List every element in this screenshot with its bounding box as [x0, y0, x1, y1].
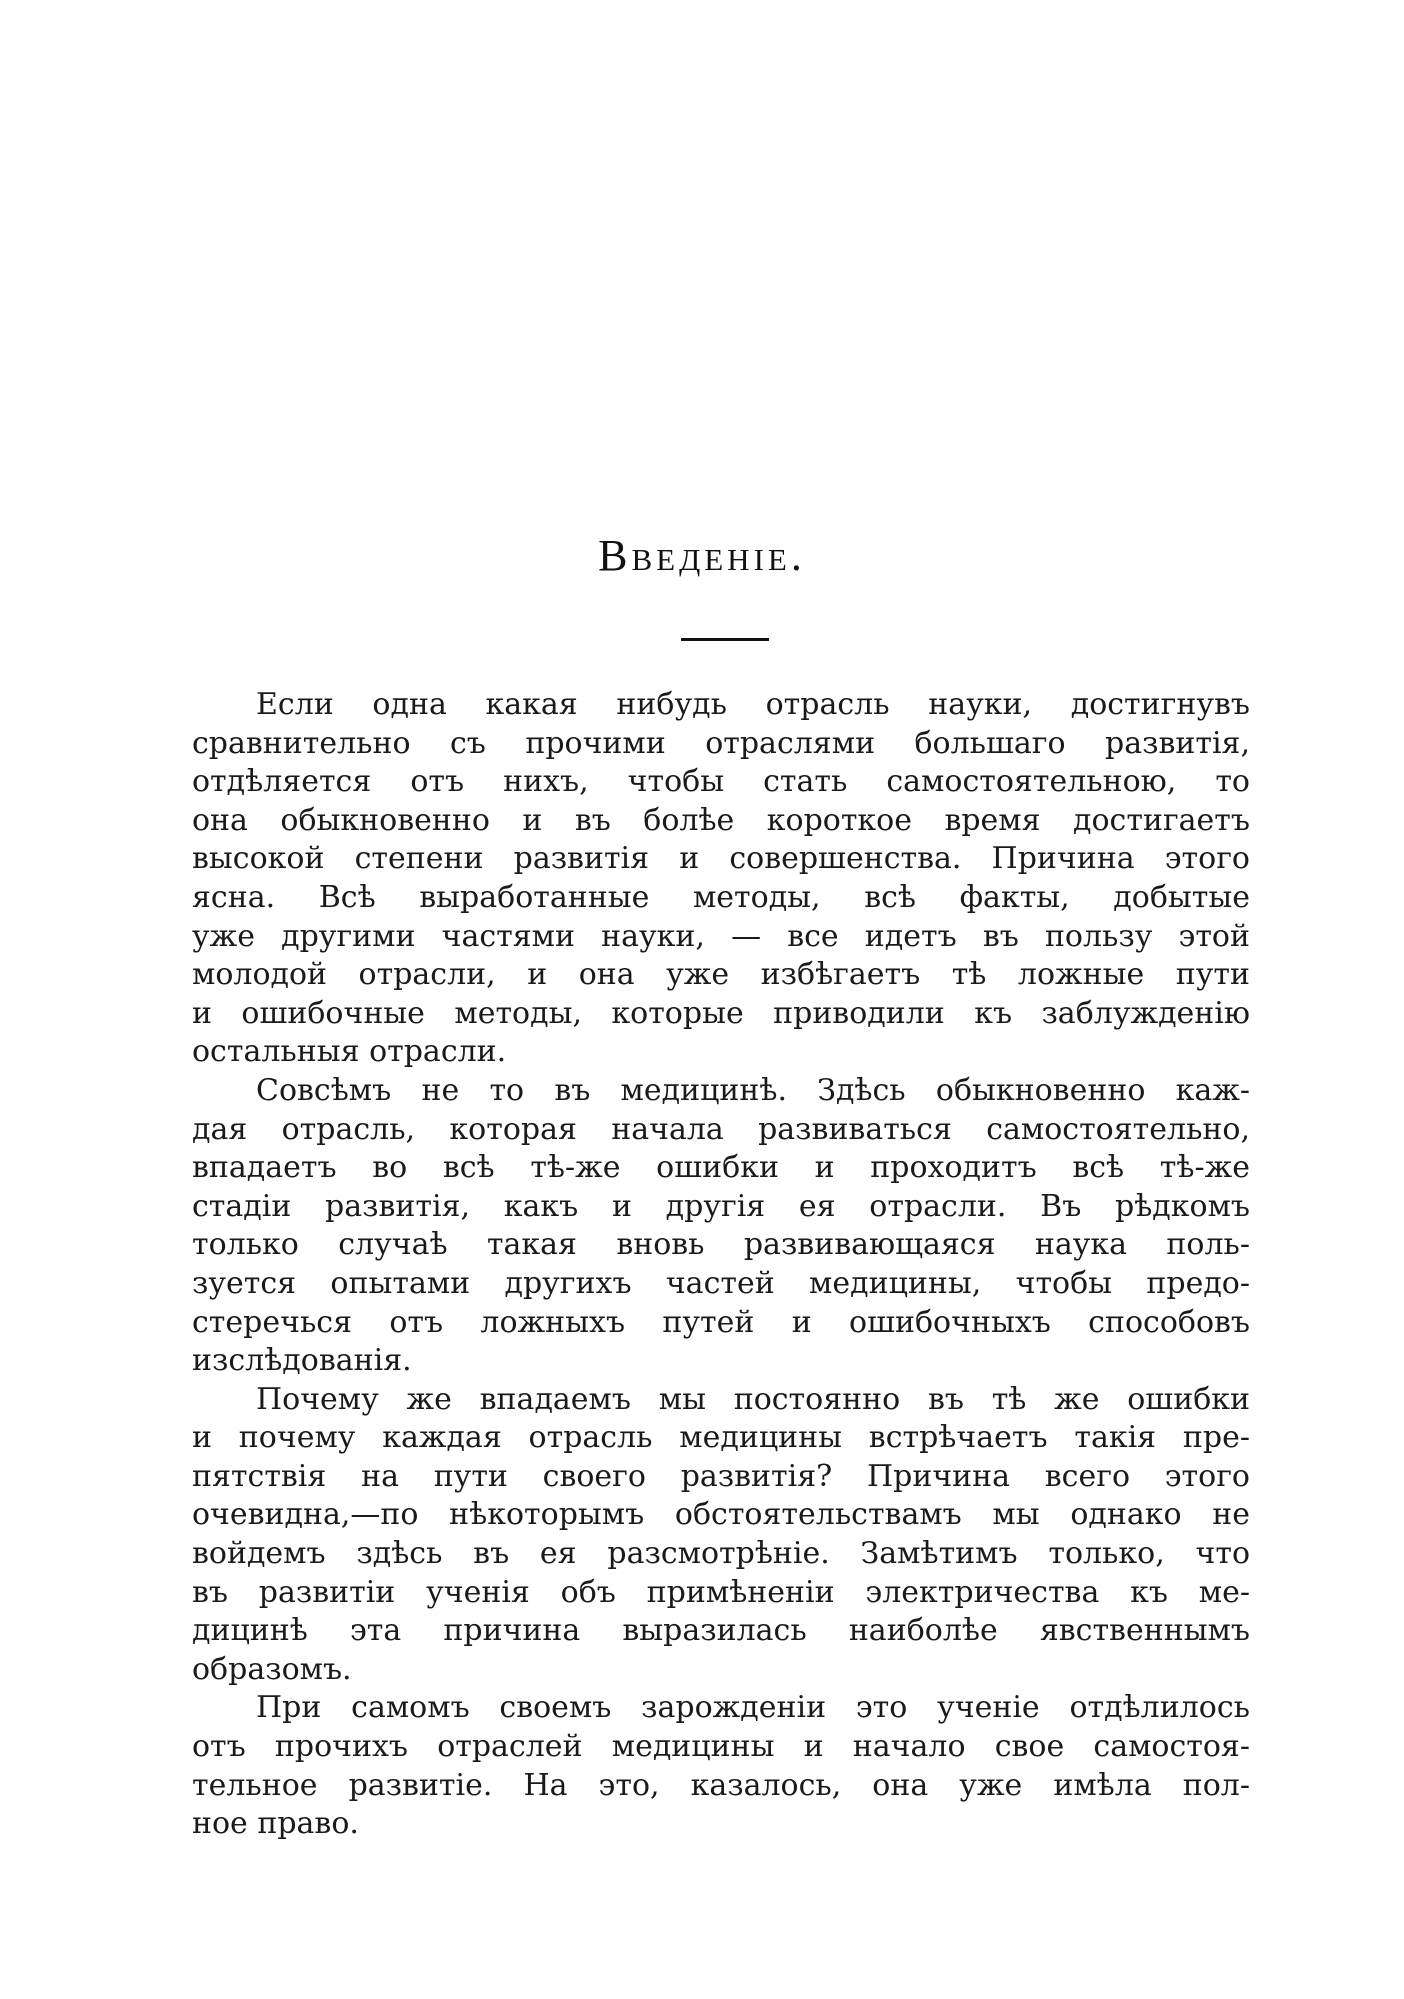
text-line: дая отрасль, которая начала развиваться самостоятельно,	[192, 1111, 1250, 1147]
text-line: стадіи развитія, какъ и другія ея отрасли. Въ рѣдкомъ	[192, 1188, 1250, 1224]
text-line: остальныя отрасли.	[192, 1034, 507, 1070]
text-line: и ошибочные методы, которые приводили къ заблужденію	[192, 995, 1250, 1031]
text-line: сравнительно съ прочими отраслями большаго развитія,	[192, 725, 1250, 761]
text-line: уже другими частями науки, — все идетъ въ пользу этой	[192, 918, 1250, 954]
text-line: въ развитіи ученія объ примѣненіи электричества къ ме-	[192, 1574, 1250, 1610]
text-line: стеречься отъ ложныхъ путей и ошибочныхъ способовъ	[192, 1304, 1250, 1340]
text-line: При самомъ своемъ зарожденіи это ученіе отдѣлилось	[256, 1690, 1250, 1726]
text-line: только случаѣ такая вновь развивающаяся наука поль-	[192, 1227, 1250, 1263]
text-line: образомъ.	[192, 1651, 352, 1687]
text-line: изслѣдованія.	[192, 1343, 412, 1379]
text-line: высокой степени развитія и совершенства. Причина этого	[192, 841, 1250, 877]
text-line: войдемъ здѣсь въ ея разсмотрѣніе. Замѣтимъ только, что	[192, 1536, 1250, 1572]
chapter-title: Введеніе.	[598, 531, 806, 580]
text-line: Если одна какая нибудь отрасль науки, достигнувъ	[256, 687, 1250, 722]
text-line: молодой отрасли, и она уже избѣгаетъ тѣ ложные пути	[192, 957, 1250, 993]
text-line: впадаетъ во всѣ тѣ-же ошибки и проходитъ всѣ тѣ-же	[192, 1150, 1250, 1186]
text-line: ное право.	[192, 1806, 359, 1842]
text-line: она обыкновенно и въ болѣе короткое время достигаетъ	[192, 802, 1250, 838]
body-text	[192, 686, 1250, 1844]
text-line: Совсѣмъ не то въ медицинѣ. Здѣсь обыкновенно каж-	[256, 1072, 1250, 1108]
text-line: отъ прочихъ отраслей медицины и начало свое самостоя-	[192, 1729, 1250, 1765]
text-line: тельное развитіе. На это, казалось, она уже имѣла пол-	[192, 1767, 1250, 1803]
title-divider	[681, 638, 769, 641]
text-line: зуется опытами другихъ частей медицины, чтобы предо-	[192, 1265, 1250, 1301]
text-line: и почему каждая отрасль медицины встрѣчаетъ такія пре-	[192, 1420, 1250, 1456]
text-line: Почему же впадаемъ мы постоянно въ тѣ же ошибки	[256, 1381, 1250, 1417]
text-line: отдѣляется отъ нихъ, чтобы стать самостоятельною, то	[192, 764, 1250, 800]
text-line: пятствія на пути своего развитія? Причина всего этого	[192, 1458, 1250, 1494]
text-line: дицинѣ эта причина выразилась наиболѣе явственнымъ	[192, 1613, 1250, 1649]
text-line: очевидна,—по нѣкоторымъ обстоятельствамъ мы однако не	[192, 1497, 1250, 1533]
text-line: ясна. Всѣ выработанные методы, всѣ факты, добытые	[192, 879, 1250, 915]
